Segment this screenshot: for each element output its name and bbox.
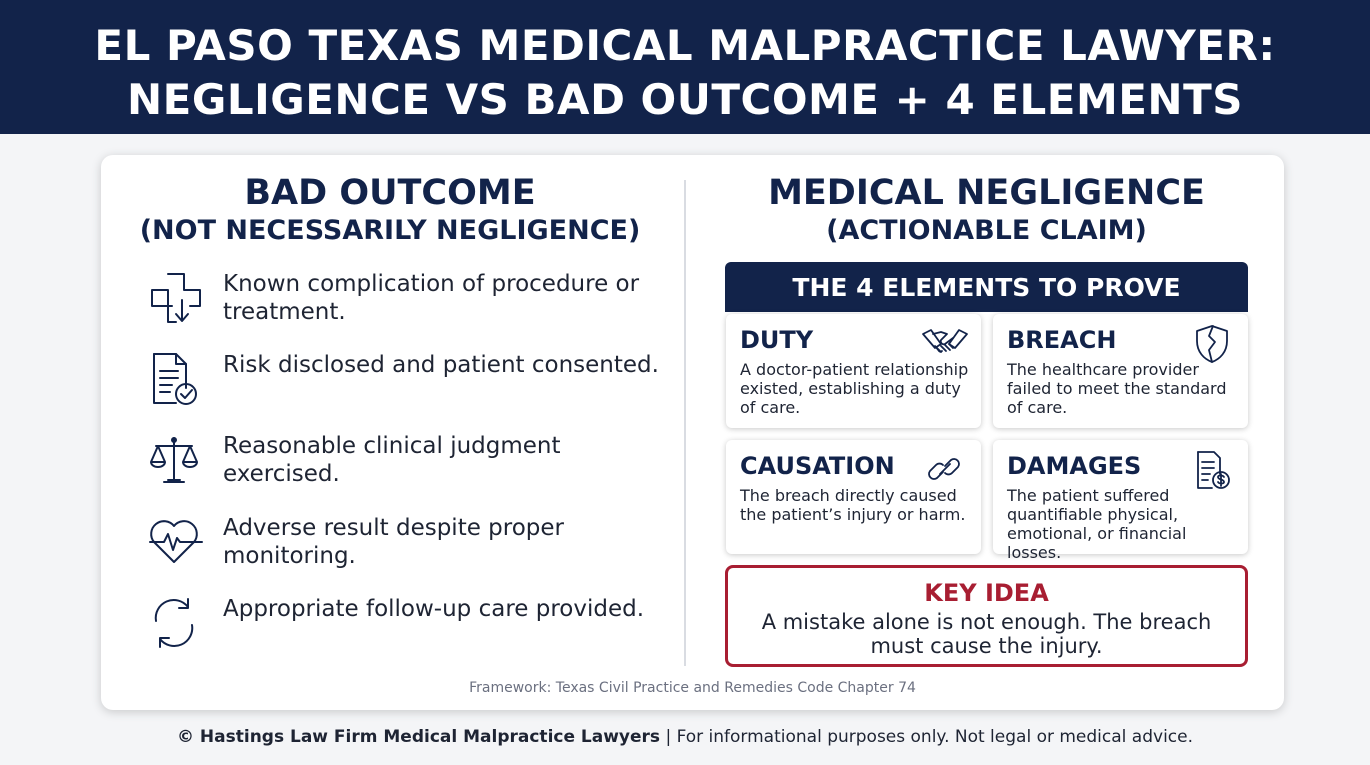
broken-shield-icon (1188, 324, 1236, 364)
medical-negligence-subtitle: (ACTIONABLE CLAIM) (826, 215, 1147, 246)
bad-outcome-heading (120, 172, 660, 248)
medical-cross-icon (148, 270, 204, 326)
element-card-breach (993, 314, 1248, 428)
element-description: The patient suffered quantifiable physical, emotional, or financial losses. (1007, 486, 1187, 562)
header-title-line-2: NEGLIGENCE VS BAD OUTCOME + 4 ELEMENTS (127, 75, 1243, 124)
element-card-duty (726, 314, 981, 428)
four-elements-header: THE 4 ELEMENTS TO PROVE (725, 262, 1248, 312)
bad-outcome-item (148, 270, 648, 340)
bad-outcome-item (148, 595, 648, 665)
bad-outcome-item-text: Adverse result despite proper monitoring. (223, 515, 565, 569)
footer-disclaimer: | For informational purposes only. Not legal or medical advice. (660, 727, 1193, 747)
bad-outcome-item-text: Risk disclosed and patient consented. (223, 352, 659, 378)
handshake-icon (921, 324, 969, 364)
heartbeat-icon (148, 514, 204, 570)
consent-document-icon (148, 351, 204, 407)
element-description: A doctor-patient relationship existed, establishing a duty of care. (740, 360, 969, 417)
bad-outcome-item (148, 514, 648, 584)
invoice-dollar-icon (1188, 450, 1236, 490)
key-idea-box (725, 565, 1248, 667)
bad-outcome-item-text: Known complication of procedure or treatment. (223, 271, 640, 325)
column-divider (684, 180, 686, 666)
element-card-damages (993, 440, 1248, 562)
bad-outcome-item (148, 432, 648, 502)
element-name: BREACH (1007, 326, 1117, 354)
framework-note: Framework: Texas Civil Practice and Remedies Code Chapter 74 (469, 680, 916, 696)
medical-negligence-title: MEDICAL NEGLIGENCE (768, 173, 1205, 213)
footer (0, 727, 1370, 747)
footer-firm: © Hastings Law Firm Medical Malpractice Lawyers (177, 727, 661, 747)
bad-outcome-subtitle: (NOT NECESSARILY NEGLIGENCE) (139, 215, 641, 246)
key-idea-title: KEY IDEA (924, 579, 1049, 607)
refresh-cycle-icon (148, 595, 204, 651)
bad-outcome-item (148, 351, 659, 421)
element-description: The healthcare provider failed to meet the standard of care. (1007, 360, 1227, 417)
header-title-line-1: EL PASO TEXAS MEDICAL MALPRACTICE LAWYER: (94, 21, 1276, 70)
medical-negligence-heading (725, 172, 1248, 248)
element-name: DAMAGES (1007, 452, 1142, 480)
bad-outcome-item-text: Reasonable clinical judgment exercised. (223, 433, 561, 487)
key-idea-text: A mistake alone is not enough. The breach must cause the injury. (761, 610, 1212, 658)
bad-outcome-title: BAD OUTCOME (244, 173, 536, 213)
element-card-causation (726, 440, 981, 554)
page-header (0, 0, 1370, 134)
element-name: CAUSATION (740, 452, 895, 480)
bad-outcome-item-text: Appropriate follow-up care provided. (223, 596, 645, 622)
chain-link-icon (921, 450, 969, 490)
scales-icon (148, 432, 204, 488)
element-description: The breach directly caused the patient’s injury or harm. (740, 486, 966, 524)
element-name: DUTY (740, 326, 814, 354)
